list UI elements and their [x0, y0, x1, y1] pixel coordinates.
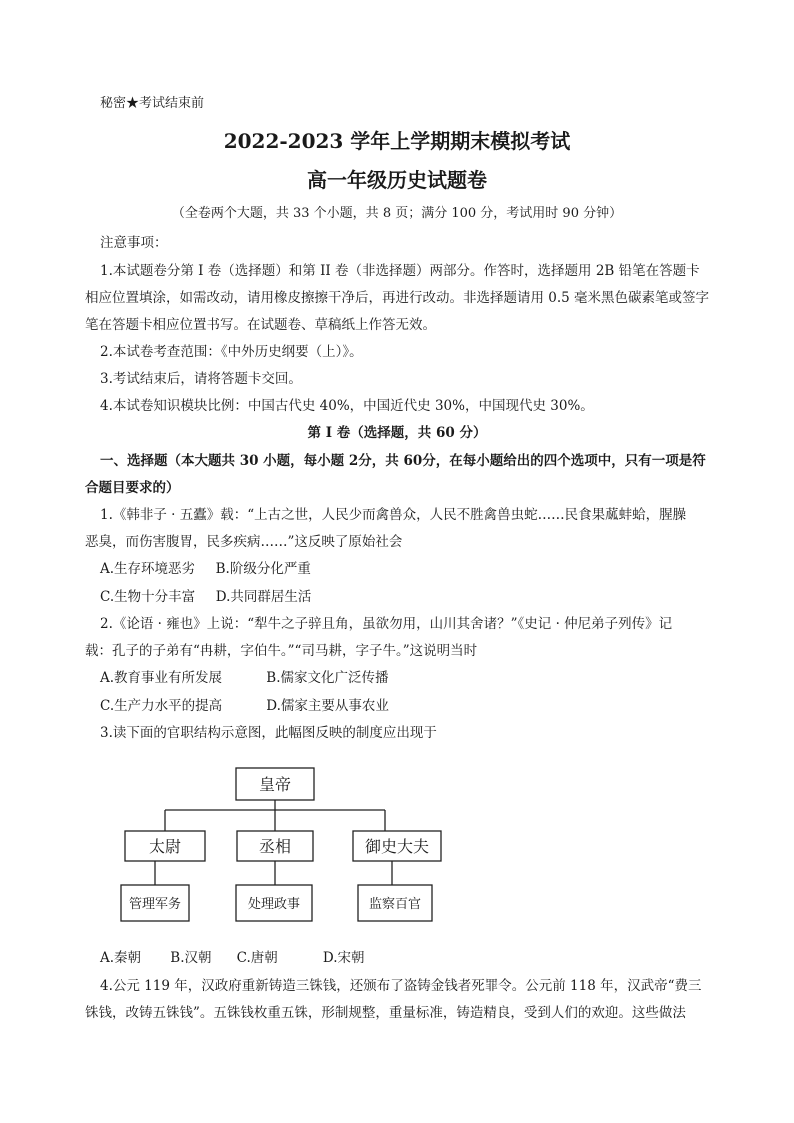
label-mid-1: 太尉 [148, 837, 182, 856]
note-1-line-2: 相应位置填涂，如需改动，请用橡皮擦擦干净后，再进行改动。非选择题请用 0.5 毫米黑色碳素笔或签字 [85, 290, 710, 306]
exam-title: 2022-2023 学年上学期期末模拟考试 [223, 129, 571, 153]
q3-options-row [100, 948, 365, 968]
note-4: 4.本试卷知识模块比例：中国古代史 40%，中国近代史 30%，中国现代史 30%。 [100, 398, 594, 414]
official-structure-diagram [110, 755, 450, 935]
exam-info: （全卷两个大题，共 33 个小题，共 8 页；满分 100 分，考试用时 90 分钟） [171, 206, 623, 221]
note-1-line-1: 1.本试题卷分第 I 卷（选择题）和第 II 卷（非选择题）两部分。作答时，选择题用 2B 铅笔在答题卡 [100, 263, 700, 279]
q3-option-b[interactable]: B.汉朝 [170, 950, 212, 966]
q1-option-b[interactable]: B.阶级分化严重 [215, 561, 311, 577]
label-bottom-2: 处理政事 [247, 897, 301, 912]
q3-stem: 3.读下面的官职结构示意图，此幅图反映的制度应出现于 [100, 725, 437, 741]
part-heading-line-1: 一、选择题（本大题共 30 小题，每小题 2分，共 60分，在每小题给出的四个选项中，只有一项是符 [100, 453, 706, 469]
note-2: 2.本试卷考查范围：《中外历史纲要（上）》。 [100, 344, 363, 360]
q2-option-a[interactable]: A.教育事业有所发展 [100, 670, 223, 686]
q2-options-row-2 [100, 696, 389, 716]
q2-options-row-1 [100, 668, 389, 688]
q2-option-c[interactable]: C.生产力水平的提高 [100, 698, 223, 714]
label-mid-3: 御史大夫 [364, 837, 430, 856]
q3-option-a[interactable]: A.秦朝 [100, 950, 142, 966]
exam-subtitle: 高一年级历史试题卷 [307, 168, 487, 192]
label-bottom-3: 监察百官 [368, 897, 422, 912]
q2-option-d[interactable]: D.儒家主要从事农业 [266, 698, 389, 714]
q1-stem-line-1: 1.《韩非子 · 五蠹》载：“上古之世，人民少而禽兽众，人民不胜禽兽虫蛇……民食果蓏蚌蛤，腥臊 [100, 507, 687, 523]
q2-option-b[interactable]: B.儒家文化广泛传播 [266, 670, 389, 686]
q4-stem-line-2: 铢钱，改铸五铢钱”。五铢钱枚重五铢，形制规整，重量标准，铸造精良，受到人们的欢迎。这些做法 [85, 1005, 686, 1021]
notes-heading: 注意事项： [100, 235, 168, 251]
q2-stem-line-2: 载：孔子的子弟有“冉耕，字伯牛。”“司马耕，字子牛。”这说明当时 [85, 643, 478, 659]
label-mid-2: 丞相 [258, 837, 292, 856]
q1-option-a[interactable]: A.生存环境恶劣 [100, 561, 196, 577]
confidential-label: 秘密★考试结束前 [100, 96, 205, 111]
label-bottom-1: 管理军务 [128, 897, 182, 912]
section-title: 第 I 卷（选择题，共 60 分） [307, 425, 487, 441]
q1-options-row-2 [100, 587, 311, 607]
q4-stem-line-1: 4.公元 119 年，汉政府重新铸造三铢钱，还颁布了盗铸金钱者死罪令。公元前 118 年，汉武帝“费三 [100, 978, 702, 994]
note-1-line-3: 笔在答题卡相应位置书写。在试题卷、草稿纸上作答无效。 [85, 317, 436, 333]
q3-option-d[interactable]: D.宋朝 [322, 950, 365, 966]
q1-options-row-1 [100, 559, 311, 579]
q1-option-d[interactable]: D.共同群居生活 [215, 589, 312, 605]
q1-stem-line-2: 恶臭，而伤害腹胃，民多疾病……”这反映了原始社会 [85, 534, 403, 550]
q1-option-c[interactable]: C.生物十分丰富 [100, 589, 196, 605]
q3-option-c[interactable]: C.唐朝 [236, 950, 278, 966]
note-3: 3.考试结束后，请将答题卡交回。 [100, 371, 302, 387]
q2-stem-line-1: 2.《论语 · 雍也》上说：“犁牛之子骍且角，虽欲勿用，山川其舍诸？”《史记 · 仲尼弟子列传》记 [100, 616, 673, 632]
label-emperor: 皇帝 [258, 775, 292, 794]
part-heading-line-2: 合题目要求的） [85, 480, 180, 496]
